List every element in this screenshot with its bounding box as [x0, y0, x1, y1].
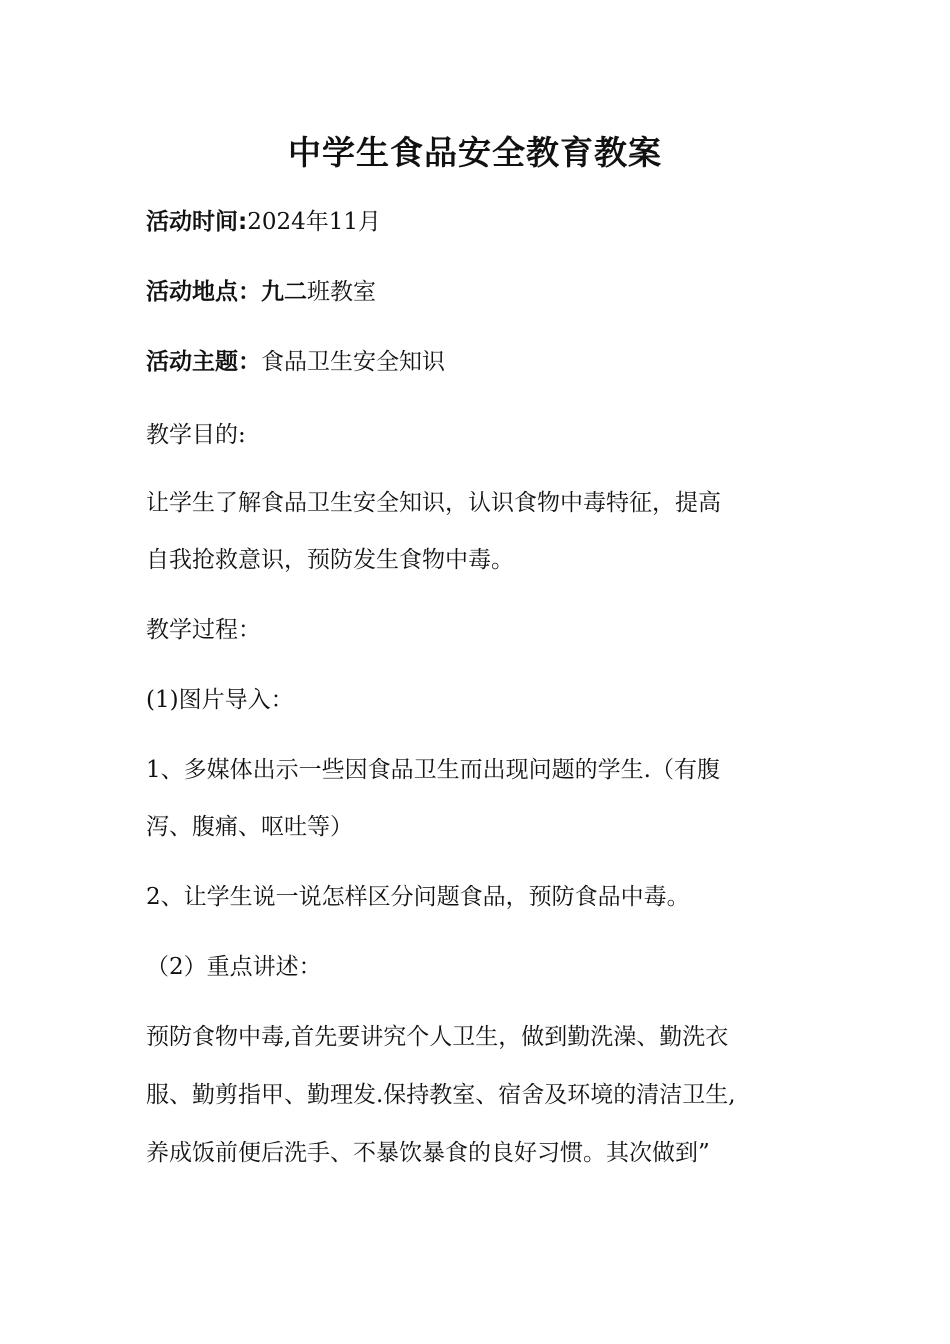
goal-heading: 教学目的:: [146, 422, 246, 448]
activity-theme-value: 食品卫生安全知识: [261, 349, 445, 375]
step1-item2: 2、让学生说一说怎样区分问题食品，预防食品中毒。: [146, 884, 690, 910]
activity-time-label: 活动时间:: [146, 209, 248, 235]
step1-item1-line-1: 1、多媒体出示一些因食品卫生而出现问题的学生.（有腹: [146, 757, 720, 783]
activity-time-value: 2024年11月: [247, 209, 382, 235]
process-heading: 教学过程：: [146, 617, 261, 643]
step2-heading: （2）重点讲述：: [146, 954, 322, 980]
activity-theme-label: 活动主题：: [146, 349, 261, 375]
goal-text-line-1: 让学生了解食品卫生安全知识，认识食物中毒特征，提高: [146, 490, 721, 516]
step2-text-line-3: 养成饭前便后洗手、不暴饮暴食的良好习惯。其次做到”: [146, 1140, 710, 1166]
activity-place-row: [146, 275, 816, 309]
step1-heading: (1)图片导入：: [146, 687, 294, 713]
activity-theme-row: [146, 345, 816, 379]
activity-time-row: [146, 205, 816, 239]
goal-text-line-2: 自我抢救意识，预防发生食物中毒。: [146, 547, 514, 573]
step2-text-line-2: 服、勤剪指甲、勤理发.保持教室、宿舍及环境的清洁卫生,: [146, 1082, 736, 1108]
activity-place-value: 班教室: [307, 279, 376, 305]
step1-item1-line-2: 泻、腹痛、呕吐等）: [146, 814, 353, 840]
activity-place-label: 活动地点：九二: [146, 279, 307, 305]
step2-text-line-1: 预防食物中毒,首先要讲究个人卫生，做到勤洗澡、勤洗衣: [146, 1024, 729, 1050]
document-title: 中学生食品安全教育教案: [288, 133, 662, 172]
